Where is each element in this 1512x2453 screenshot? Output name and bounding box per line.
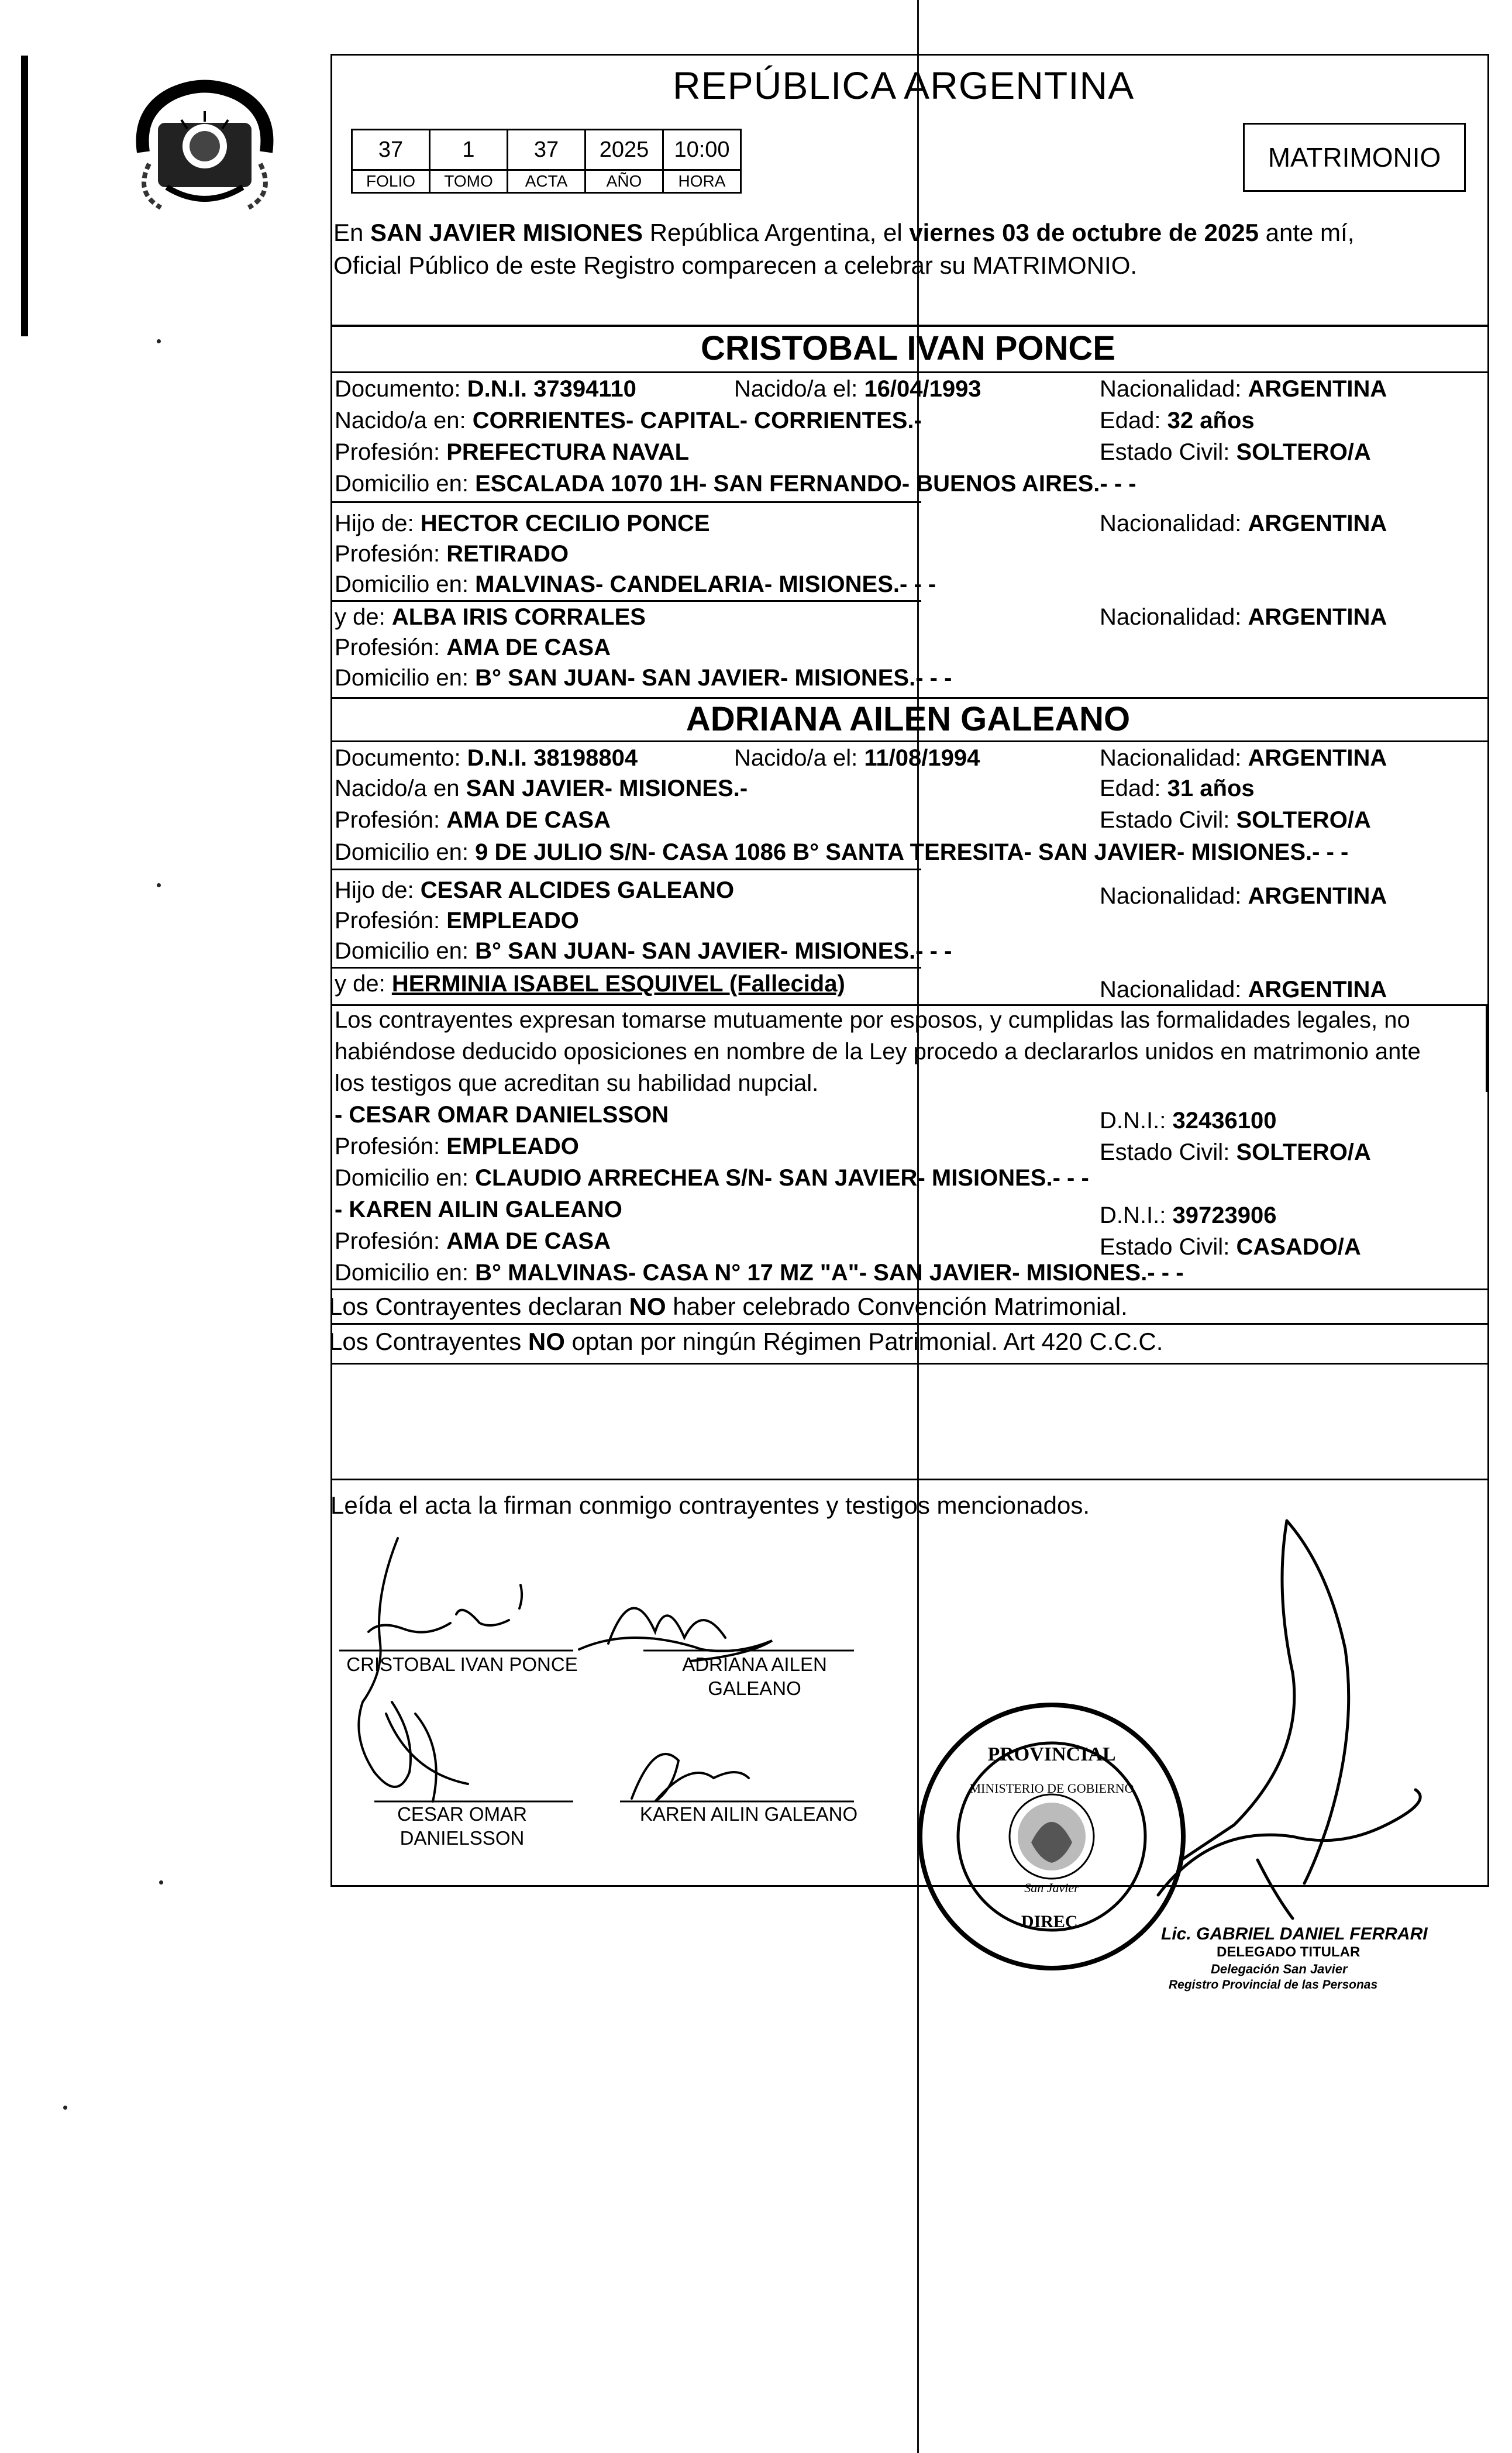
signature-stroke xyxy=(1158,1790,1420,1895)
act-type-badge: MATRIMONIO xyxy=(1243,123,1466,192)
signature-caption-spouse1: CRISTOBAL IVAN PONCE xyxy=(346,1653,578,1675)
divider xyxy=(330,1288,1487,1290)
divider xyxy=(1486,1004,1487,1092)
signature-stroke xyxy=(1182,1521,1294,1860)
spouse1-name: CRISTOBAL IVAN PONCE xyxy=(701,329,1115,367)
signature-stroke xyxy=(1258,1860,1293,1918)
svg-text:PROVINCIAL: PROVINCIAL xyxy=(987,1744,1116,1765)
signature-caption-witness1-line2: DANIELSSON xyxy=(399,1827,525,1849)
anio-value: 2025 xyxy=(585,130,663,170)
intro-paragraph: En SAN JAVIER MISIONES República Argentina, el viernes 03 de octubre de 2025 ante mí, Oficial Público de este Registro comparecen a celebrar su MATRIMONIO. xyxy=(333,219,1355,279)
divider xyxy=(330,1323,1487,1325)
signature-caption-spouse2-line2: GALEANO xyxy=(708,1677,801,1699)
acta-value: 37 xyxy=(508,130,585,170)
divider xyxy=(330,1004,1487,1006)
divider xyxy=(330,501,921,503)
tomo-value: 1 xyxy=(430,130,508,170)
page-title: REPÚBLICA ARGENTINA xyxy=(673,64,1135,107)
signature-stroke xyxy=(632,1754,749,1801)
regime-note: Los Contrayentes NO optan por ningún Régimen Patrimonial. Art 420 C.C.C. xyxy=(329,1328,1163,1355)
declaration-line: habiéndose deducido oposiciones en nombre de la Ley procedo a declararlos unidos en matrimonio ante xyxy=(335,1039,1421,1064)
convention-note: Los Contrayentes declaran NO haber celebrado Convención Matrimonial. xyxy=(329,1293,1128,1320)
signature-stroke xyxy=(386,1714,468,1801)
divider xyxy=(330,1479,1487,1480)
divider xyxy=(330,371,1487,373)
officer-signature xyxy=(1141,1497,1480,1948)
divider xyxy=(330,1363,1487,1365)
signature-caption-witness1-line1: CESAR OMAR xyxy=(397,1803,527,1825)
divider xyxy=(330,869,921,870)
scan-edge-mark xyxy=(21,56,28,336)
scan-speck xyxy=(63,2106,67,2110)
tomo-label: TOMO xyxy=(430,170,508,193)
officer-name: Lic. GABRIEL DANIEL FERRARI xyxy=(1161,1924,1428,1944)
svg-text:MINISTERIO DE GOBIERNO: MINISTERIO DE GOBIERNO xyxy=(969,1781,1134,1796)
provincia-de-misiones-logo xyxy=(126,76,284,222)
divider xyxy=(330,600,921,602)
scan-speck xyxy=(159,1880,163,1884)
folio-value: 37 xyxy=(352,130,430,170)
scan-speck xyxy=(157,883,161,887)
hora-label: HORA xyxy=(663,170,741,193)
officer-title: DELEGADO TITULAR xyxy=(1217,1944,1361,1960)
svg-text:DIREC.: DIREC. xyxy=(1021,1912,1083,1931)
declaration-line: Los contrayentes expresan tomarse mutuamente por esposos, y cumplidas las formalidades legales, no xyxy=(335,1007,1410,1033)
acta-label: ACTA xyxy=(508,170,585,193)
signature-caption-witness2: KAREN AILIN GALEANO xyxy=(639,1803,858,1825)
signature-stroke xyxy=(1287,1521,1349,1883)
svg-text:San Javier: San Javier xyxy=(1024,1880,1079,1895)
anio-label: AÑO xyxy=(585,170,663,193)
hora-value: 10:00 xyxy=(663,130,741,170)
divider xyxy=(330,740,1487,742)
signature-caption-spouse2-line1: ADRIANA AILEN xyxy=(682,1653,827,1675)
signature-stroke xyxy=(368,1610,509,1632)
officer-registry: Registro Provincial de las Personas xyxy=(1169,1978,1378,1992)
officer-office: Delegación San Javier xyxy=(1211,1962,1348,1976)
registry-fields-table xyxy=(351,129,742,194)
divider xyxy=(330,967,921,969)
spouse2-name: ADRIANA AILEN GALEANO xyxy=(686,700,1131,738)
closing-statement: Leída el acta la firman conmigo contrayentes y testigos mencionados. xyxy=(330,1491,1090,1519)
scan-speck xyxy=(157,339,161,343)
declaration-line: los testigos que acreditan su habilidad nupcial. xyxy=(335,1070,819,1096)
divider xyxy=(330,697,1487,699)
signature-stroke xyxy=(519,1585,522,1608)
folio-label: FOLIO xyxy=(352,170,430,193)
